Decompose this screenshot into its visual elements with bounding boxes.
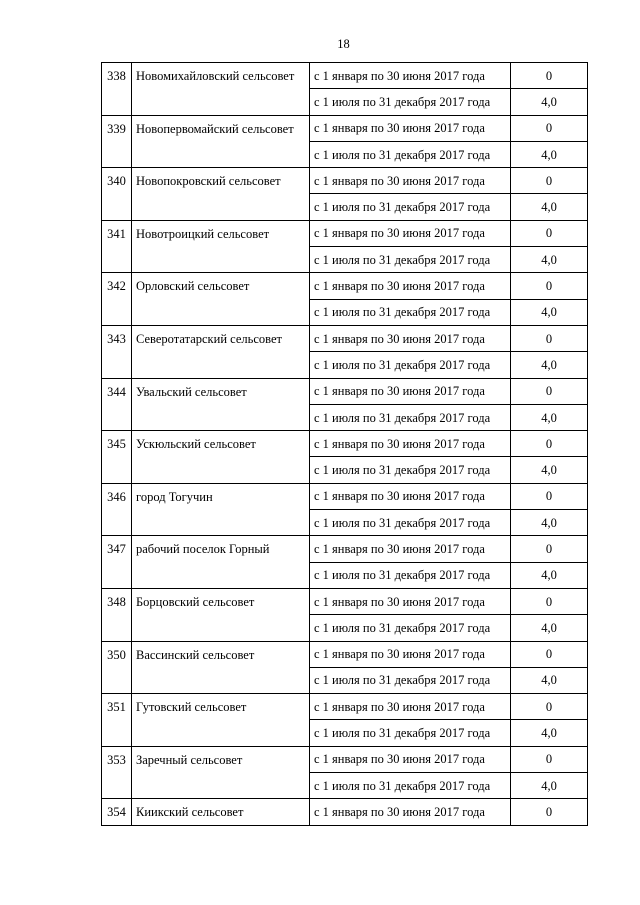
row-number-cell: 343 (102, 325, 132, 378)
period-cell: с 1 января по 30 июня 2017 года (310, 168, 511, 194)
municipality-name-cell: Борцовский сельсовет (132, 588, 310, 641)
value-cell: 0 (511, 63, 588, 89)
period-cell: с 1 июля по 31 декабря 2017 года (310, 667, 511, 693)
period-cell: с 1 июля по 31 декабря 2017 года (310, 773, 511, 799)
value-cell: 0 (511, 168, 588, 194)
table-row (102, 431, 588, 457)
period-cell: с 1 января по 30 июня 2017 года (310, 799, 511, 825)
value-cell: 4,0 (511, 141, 588, 167)
municipality-name-cell: Заречный сельсовет (132, 746, 310, 799)
municipality-name-cell: Гутовский сельсовет (132, 694, 310, 747)
value-cell: 0 (511, 431, 588, 457)
value-cell: 0 (511, 746, 588, 772)
municipality-name-cell: Ускюльский сельсовет (132, 431, 310, 484)
value-cell: 4,0 (511, 562, 588, 588)
municipality-name-cell: Северотатарский сельсовет (132, 325, 310, 378)
period-cell: с 1 января по 30 июня 2017 года (310, 431, 511, 457)
period-cell: с 1 июля по 31 декабря 2017 года (310, 615, 511, 641)
table-row (102, 483, 588, 509)
period-cell: с 1 июля по 31 декабря 2017 года (310, 404, 511, 430)
table-row (102, 536, 588, 562)
period-cell: с 1 июля по 31 декабря 2017 года (310, 510, 511, 536)
table-row (102, 63, 588, 89)
row-number-cell: 350 (102, 641, 132, 694)
period-cell: с 1 января по 30 июня 2017 года (310, 63, 511, 89)
municipality-name-cell: Киикский сельсовет (132, 799, 310, 825)
rates-table (101, 62, 588, 826)
table-row (102, 220, 588, 246)
row-number-cell: 354 (102, 799, 132, 825)
municipality-name-cell: Новомихайловский сельсовет (132, 63, 310, 116)
value-cell: 0 (511, 483, 588, 509)
value-cell: 4,0 (511, 299, 588, 325)
value-cell: 0 (511, 273, 588, 299)
period-cell: с 1 июля по 31 декабря 2017 года (310, 194, 511, 220)
table-row (102, 115, 588, 141)
period-cell: с 1 января по 30 июня 2017 года (310, 115, 511, 141)
period-cell: с 1 июля по 31 декабря 2017 года (310, 89, 511, 115)
municipality-name-cell: Новотроицкий сельсовет (132, 220, 310, 273)
period-cell: с 1 июля по 31 декабря 2017 года (310, 299, 511, 325)
row-number-cell: 353 (102, 746, 132, 799)
period-cell: с 1 января по 30 июня 2017 года (310, 694, 511, 720)
period-cell: с 1 января по 30 июня 2017 года (310, 536, 511, 562)
municipality-name-cell: Новопокровский сельсовет (132, 168, 310, 221)
municipality-name-cell: город Тогучин (132, 483, 310, 536)
value-cell: 4,0 (511, 247, 588, 273)
period-cell: с 1 июля по 31 декабря 2017 года (310, 141, 511, 167)
period-cell: с 1 января по 30 июня 2017 года (310, 325, 511, 351)
row-number-cell: 348 (102, 588, 132, 641)
page-number: 18 (337, 37, 350, 51)
value-cell: 0 (511, 694, 588, 720)
table-row (102, 694, 588, 720)
table-row (102, 273, 588, 299)
municipality-name-cell: Новопервомайский сельсовет (132, 115, 310, 168)
value-cell: 4,0 (511, 720, 588, 746)
row-number-cell: 344 (102, 378, 132, 431)
period-cell: с 1 января по 30 июня 2017 года (310, 746, 511, 772)
table-body (102, 63, 588, 826)
value-cell: 4,0 (511, 404, 588, 430)
municipality-name-cell: Увальский сельсовет (132, 378, 310, 431)
row-number-cell: 345 (102, 431, 132, 484)
row-number-cell: 347 (102, 536, 132, 589)
value-cell: 0 (511, 378, 588, 404)
value-cell: 4,0 (511, 510, 588, 536)
period-cell: с 1 января по 30 июня 2017 года (310, 588, 511, 614)
value-cell: 0 (511, 325, 588, 351)
value-cell: 4,0 (511, 457, 588, 483)
table-row (102, 641, 588, 667)
row-number-cell: 340 (102, 168, 132, 221)
value-cell: 0 (511, 115, 588, 141)
municipality-name-cell: рабочий поселок Горный (132, 536, 310, 589)
table-row (102, 378, 588, 404)
value-cell: 0 (511, 799, 588, 825)
value-cell: 4,0 (511, 352, 588, 378)
period-cell: с 1 июля по 31 декабря 2017 года (310, 562, 511, 588)
period-cell: с 1 июля по 31 декабря 2017 года (310, 247, 511, 273)
period-cell: с 1 июля по 31 декабря 2017 года (310, 720, 511, 746)
row-number-cell: 338 (102, 63, 132, 116)
row-number-cell: 341 (102, 220, 132, 273)
value-cell: 0 (511, 220, 588, 246)
table-row (102, 588, 588, 614)
value-cell: 4,0 (511, 615, 588, 641)
period-cell: с 1 января по 30 июня 2017 года (310, 273, 511, 299)
value-cell: 0 (511, 536, 588, 562)
table-row (102, 746, 588, 772)
period-cell: с 1 января по 30 июня 2017 года (310, 378, 511, 404)
period-cell: с 1 января по 30 июня 2017 года (310, 483, 511, 509)
period-cell: с 1 января по 30 июня 2017 года (310, 641, 511, 667)
row-number-cell: 339 (102, 115, 132, 168)
period-cell: с 1 января по 30 июня 2017 года (310, 220, 511, 246)
period-cell: с 1 июля по 31 декабря 2017 года (310, 352, 511, 378)
value-cell: 4,0 (511, 667, 588, 693)
table-row (102, 799, 588, 825)
value-cell: 0 (511, 641, 588, 667)
value-cell: 0 (511, 588, 588, 614)
municipality-name-cell: Вассинский сельсовет (132, 641, 310, 694)
row-number-cell: 342 (102, 273, 132, 326)
table-row (102, 325, 588, 351)
value-cell: 4,0 (511, 194, 588, 220)
row-number-cell: 346 (102, 483, 132, 536)
value-cell: 4,0 (511, 89, 588, 115)
value-cell: 4,0 (511, 773, 588, 799)
row-number-cell: 351 (102, 694, 132, 747)
municipality-name-cell: Орловский сельсовет (132, 273, 310, 326)
table-row (102, 168, 588, 194)
period-cell: с 1 июля по 31 декабря 2017 года (310, 457, 511, 483)
